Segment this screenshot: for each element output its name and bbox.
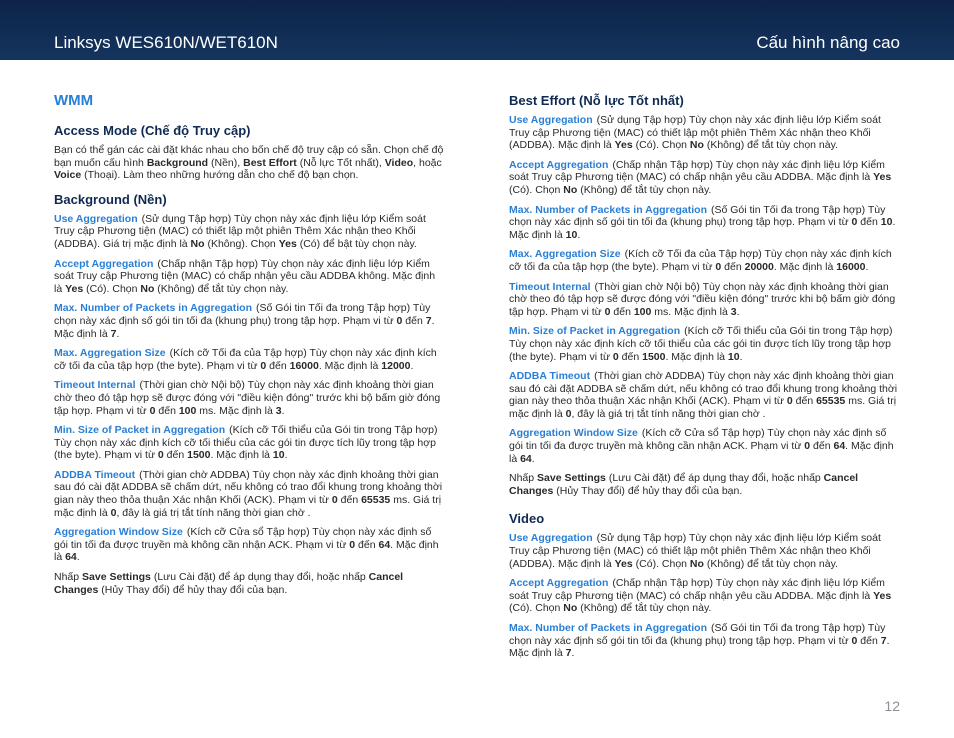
left-column [54,92,446,603]
bg-save-instructions: Nhấp Save Settings (Lưu Cài đặt) để áp dụng thay đổi, hoặc nhấp Cancel Changes (Hủy Thay đổi) để hủy thay đổi của bạn. [54,571,404,596]
bg-addba-timeout: ADDBA Timeout (Thời gian chờ ADDBA) Tùy chọn này xác định khoảng thời gian sau đó cài đặt ADDBA sẽ chấm dứt, nếu không có trao đổi khung trong khoảng thời gian này theo thỏa thuận Xác nhận Khối (ACK). Phạm vi từ 0 đến 65535 ms. Giá trị mặc định là 0, đây là giá trị tắt tính năng thời gian chờ . [54,468,443,519]
be-use-aggregation: Use Aggregation (Sử dụng Tập hợp) Tùy chọn này xác định liệu lớp Kiểm soát Truy cập Phương tiện (MAC) có thiết lập một phiên Thêm Xác nhận theo Khối (ADDBA). Mặc định là Yes (Có). Chọn No (Không) để tắt tùy chọn này. [509,114,881,152]
be-timeout-internal: Timeout Internal (Thời gian chờ Nội bộ) Tùy chọn này xác định khoảng thời gian chờ theo đó tập hợp sẽ được đóng với "điều kiện đóng" trước khi bộ bấm giờ đóng tập hợp. Phạm vi từ 0 đến 100 ms. Mặc định là 3. [509,280,896,318]
bg-accept-aggregation: Accept Aggregation (Chấp nhận Tập hợp) Tùy chọn này xác định liệu lớp Kiểm soát Truy cập Phương tiện (MAC) có chấp nhận yêu cầu ADDBA không. Mặc định là Yes (Có). Chọn No (Không) để tắt tùy chọn này. [54,257,436,295]
vid-max-packets: Max. Number of Packets in Aggregation (Số Gói tin Tối đa trong Tập hợp) Tùy chọn này xác định số gói tin tối đa (khung phụ) trong tập hợp. Phạm vi từ 0 đến 7. Mặc định là 7. [509,622,890,660]
page-number: 12 [884,698,900,714]
access-mode-heading: Access Mode (Chế độ Truy cập) [54,123,251,138]
product-title: Linksys WES610N/WET610N [54,33,278,52]
bg-max-aggregation-size: Max. Aggregation Size (Kích cỡ Tối đa của Tập hợp) Tùy chọn này xác định kích cỡ tối đa của tập hợp (the byte). Phạm vi từ 0 đến 16000. Mặc định là 12000. [54,347,437,372]
best-effort-heading: Best Effort (Nỗ lực Tốt nhất) [509,93,684,108]
section-title: Cấu hình nâng cao [756,33,900,52]
right-column [509,93,901,667]
bg-timeout-internal: Timeout Internal (Thời gian chờ Nội bộ) Tùy chọn này xác định khoảng thời gian chờ theo đó tập hợp sẽ được đóng với "điều kiện đóng" trước khi bộ bấm giờ đóng tập hợp. Phạm vi từ 0 đến 100 ms. Mặc định là 3. [54,379,441,417]
wmm-heading: WMM [54,92,94,109]
bg-min-packet-size: Min. Size of Packet in Aggregation (Kích cỡ Tối thiểu của Gói tin trong Tập hợp) Tùy chọn này xác định kích cỡ tối thiểu của các gói tin được tích lũy trong tập hợp (the byte). Phạm vi từ 0 đến 1500. Mặc định là 10. [54,424,438,462]
be-max-packets: Max. Number of Packets in Aggregation (Số Gói tin Tối đa trong Tập hợp) Tùy chọn này xác định số gói tin tối đa (khung phụ) trong tập hợp. Phạm vi từ 0 đến 10. Mặc định là 10. [509,203,896,241]
video-heading: Video [509,511,545,527]
be-min-packet-size: Min. Size of Packet in Aggregation (Kích cỡ Tối thiểu của Gói tin trong Tập hợp) Tùy chọn này xác định kích cỡ tối thiểu của các gói tin được tích lũy trong tập hợp (the byte). Phạm vi từ 0 đến 1500. Mặc định là 10. [509,325,893,363]
access-mode-paragraph: Bạn có thể gán các cài đặt khác nhau cho bốn chế độ truy cập có sẵn. Chọn chế độ bạn muốn cấu hình Background (Nền), Best Effort (Nỗ lực Tốt nhất), Video, hoặc Voice (Thoại). Làm theo những hướng dẫn cho chế độ bạn chọn. [54,144,444,182]
vid-accept-aggregation: Accept Aggregation (Chấp nhận Tập hợp) Tùy chọn này xác định liệu lớp Kiểm soát Truy cập Phương tiện (MAC) có chấp nhận yêu cầu ADDBA. Mặc định là Yes (Có). Chọn No (Không) để tắt tùy chọn này. [509,577,892,615]
vid-use-aggregation: Use Aggregation (Sử dụng Tập hợp) Tùy chọn này xác định liệu lớp Kiểm soát Truy cập Phương tiện (MAC) có thiết lập một phiên Thêm Xác nhận theo Khối (ADDBA). Mặc định là Yes (Có). Chọn No (Không) để tắt tùy chọn này. [509,532,881,570]
be-addba-timeout: ADDBA Timeout (Thời gian chờ ADDBA) Tùy chọn này xác định khoảng thời gian sau đó cài đặt ADDBA sẽ chấm dứt, nếu không có trao đổi khung trong khoảng thời gian này theo thỏa thuận Xác nhận Khối (ACK). Phạm vi từ 0 đến 65535 ms. Giá trị mặc định là 0, đây là giá trị tắt tính năng thời gian chờ . [509,370,898,420]
bg-aggregation-window-size: Aggregation Window Size (Kích cỡ Cửa sổ Tập hợp) Tùy chọn này xác định số gói tin tối đa được truyền mà không cần nhận ACK. Phạm vi từ 0 đến 64. Mặc định là 64. [54,526,439,564]
background-heading: Background (Nền) [54,191,167,207]
be-aggregation-window-size: Aggregation Window Size (Kích cỡ Cửa sổ Tập hợp) Tùy chọn này xác định số gói tin tối đa được truyền mà không cần nhận ACK. Phạm vi từ 0 đến 64. Mặc định là 64. [509,427,894,465]
be-accept-aggregation: Accept Aggregation (Chấp nhận Tập hợp) Tùy chọn này xác định liệu lớp Kiểm soát Truy cập Phương tiện (MAC) có chấp nhận yêu cầu ADDBA. Mặc định là Yes (Có). Chọn No (Không) để tắt tùy chọn này. [509,158,892,196]
bg-max-packets: Max. Number of Packets in Aggregation (Số Gói tin Tối đa trong Tập hợp) Tùy chọn này xác định số gói tin tối đa (khung phụ) trong tập hợp. Phạm vi từ 0 đến 7. Mặc định là 7. [54,302,435,340]
page-header [0,0,954,60]
be-save-instructions: Nhấp Save Settings (Lưu Cài đặt) để áp dụng thay đổi, hoặc nhấp Cancel Changes (Hủy Thay đổi) để hủy thay đổi của bạn. [509,472,859,497]
bg-use-aggregation: Use Aggregation (Sử dụng Tập hợp) Tùy chọn này xác định liệu lớp Kiểm soát Truy cập Phương tiện (MAC) có thiết lập một phiên Thêm Xác nhận theo Khối (ADDBA). Giá trị mặc định là No (Không). Chọn Yes (Có) để bật tùy chọn này. [54,212,426,250]
be-max-aggregation-size: Max. Aggregation Size (Kích cỡ Tối đa của Tập hợp) Tùy chọn này xác định kích cỡ tối đa của tập hợp (the byte). Phạm vi từ 0 đến 20000. Mặc định là 16000. [509,248,892,273]
